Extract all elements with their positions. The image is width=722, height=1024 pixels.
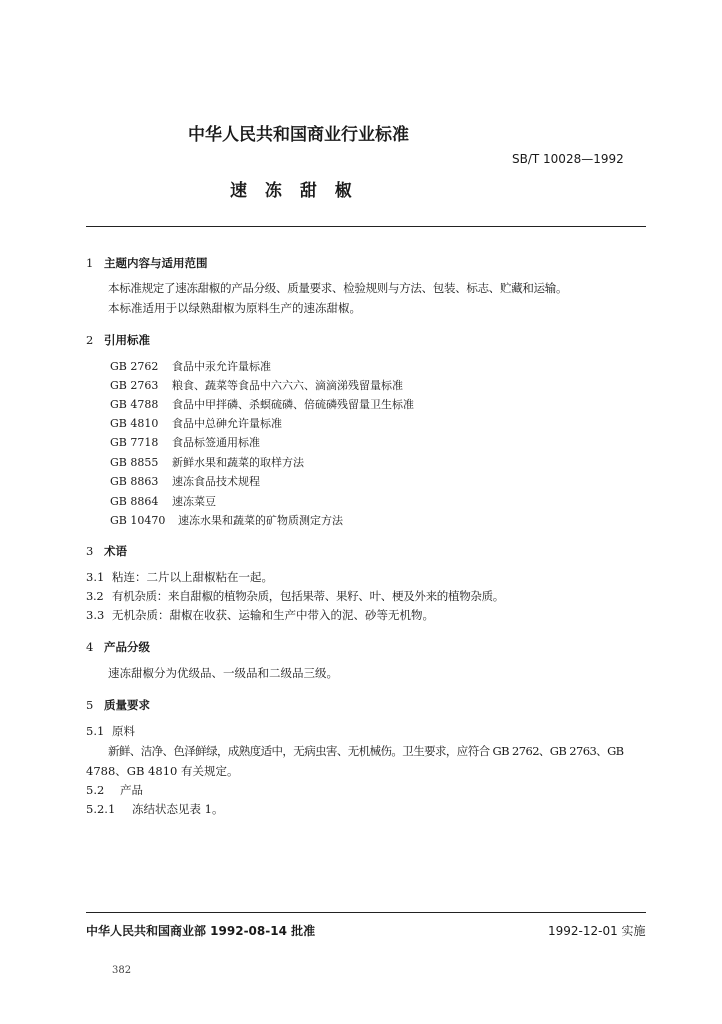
subsection-number: 5.1 — [86, 724, 105, 738]
section-3-heading — [86, 543, 127, 559]
term-number: 3.1 — [86, 570, 105, 584]
reference-code: GB 8863 — [110, 475, 159, 488]
term-item — [86, 588, 504, 604]
reference-title: 食品中甲拌磷、杀螟硫磷、倍硫磷残留量卫生标准 — [172, 398, 414, 411]
reference-title: 食品标签通用标准 — [172, 436, 260, 449]
section-1-paragraph-1: 本标准规定了速冻甜椒的产品分级、质量要求、检验规则与方法、包装、标志、贮藏和运输。 — [108, 281, 568, 295]
section-number: 5 — [86, 698, 94, 712]
reference-title: 新鲜水果和蔬菜的取样方法 — [172, 456, 304, 469]
subsection-title: 产品 — [120, 783, 143, 797]
reference-item — [110, 415, 282, 431]
reference-code: GB 4788 — [110, 398, 159, 411]
reference-item — [110, 454, 304, 470]
section-title: 术语 — [104, 544, 127, 558]
section-4-heading — [86, 639, 150, 655]
section-number: 4 — [86, 640, 94, 654]
section-5-heading — [86, 697, 150, 713]
section-title: 主题内容与适用范围 — [104, 256, 208, 270]
term-number: 3.2 — [86, 589, 104, 603]
reference-code: GB 10470 — [110, 514, 166, 527]
section-number: 3 — [86, 544, 94, 558]
term-text: 粘连：二片以上甜椒粘在一起。 — [112, 570, 273, 584]
subsection-5-2-1 — [86, 801, 223, 817]
term-item — [86, 607, 434, 623]
approval-date: 中华人民共和国商业部 1992-08-14 批准 — [86, 924, 316, 938]
subsection-5-1-line-2: 4788、GB 4810 有关规定。 — [86, 764, 239, 778]
subsection-title: 原料 — [112, 724, 135, 738]
reference-title: 速冻水果和蔬菜的矿物质测定方法 — [178, 514, 343, 527]
subsection-5-1-line-1: 新鲜、洁净、色泽鲜绿，成熟度适中，无病虫害、无机械伤。卫生要求，应符合 GB 2762、GB 2763、GB — [108, 744, 624, 758]
section-number: 1 — [86, 256, 94, 270]
subsection-number: 5.2.1 — [86, 802, 116, 816]
section-1-heading — [86, 255, 208, 271]
reference-item — [110, 396, 414, 412]
term-number: 3.3 — [86, 608, 105, 622]
section-1-paragraph-2: 本标准适用于以绿熟甜椒为原料生产的速冻甜椒。 — [108, 301, 361, 315]
term-text: 无机杂质：甜椒在收获、运输和生产中带入的泥、砂等无机物。 — [112, 608, 434, 622]
term-item — [86, 569, 273, 585]
section-number: 2 — [86, 333, 94, 347]
reference-item — [110, 434, 260, 450]
reference-item — [110, 512, 343, 528]
section-title: 质量要求 — [104, 698, 150, 712]
section-title: 引用标准 — [104, 333, 150, 347]
document-title: 速 冻 甜 椒 — [230, 181, 358, 201]
standard-code: SB/T 10028—1992 — [512, 152, 624, 166]
reference-title: 粮食、蔬菜等食品中六六六、滴滴涕残留量标准 — [172, 379, 403, 392]
reference-title: 速冻食品技术规程 — [172, 475, 260, 488]
reference-code: GB 8864 — [110, 495, 159, 508]
section-title: 产品分级 — [104, 640, 150, 654]
reference-title: 速冻菜豆 — [172, 495, 216, 508]
subsection-5-2-heading — [86, 782, 143, 798]
reference-item — [110, 377, 403, 393]
section-4-paragraph: 速冻甜椒分为优级品、一级品和二级品三级。 — [108, 666, 338, 680]
header-rule — [86, 226, 646, 227]
footer-rule — [86, 912, 646, 913]
reference-code: GB 8855 — [110, 456, 159, 469]
section-2-heading — [86, 332, 150, 348]
subsection-text: 冻结状态见表 1。 — [132, 802, 224, 816]
subsection-5-1-heading — [86, 723, 135, 739]
page-number: 382 — [112, 965, 132, 976]
issuing-authority-title: 中华人民共和国商业行业标准 — [188, 125, 409, 145]
subsection-number: 5.2 — [86, 783, 105, 797]
reference-code: GB 2762 — [110, 360, 159, 373]
reference-code: GB 7718 — [110, 436, 159, 449]
reference-item — [110, 358, 271, 374]
effective-date: 1992-12-01 实施 — [548, 924, 646, 938]
reference-title: 食品中总砷允许量标准 — [172, 417, 282, 430]
reference-code: GB 4810 — [110, 417, 159, 430]
reference-code: GB 2763 — [110, 379, 159, 392]
term-text: 有机杂质：来自甜椒的植物杂质，包括果蒂、果籽、叶、梗及外来的植物杂质。 — [112, 589, 504, 603]
reference-item — [110, 493, 216, 509]
reference-item — [110, 473, 260, 489]
reference-title: 食品中汞允许量标准 — [172, 360, 271, 373]
